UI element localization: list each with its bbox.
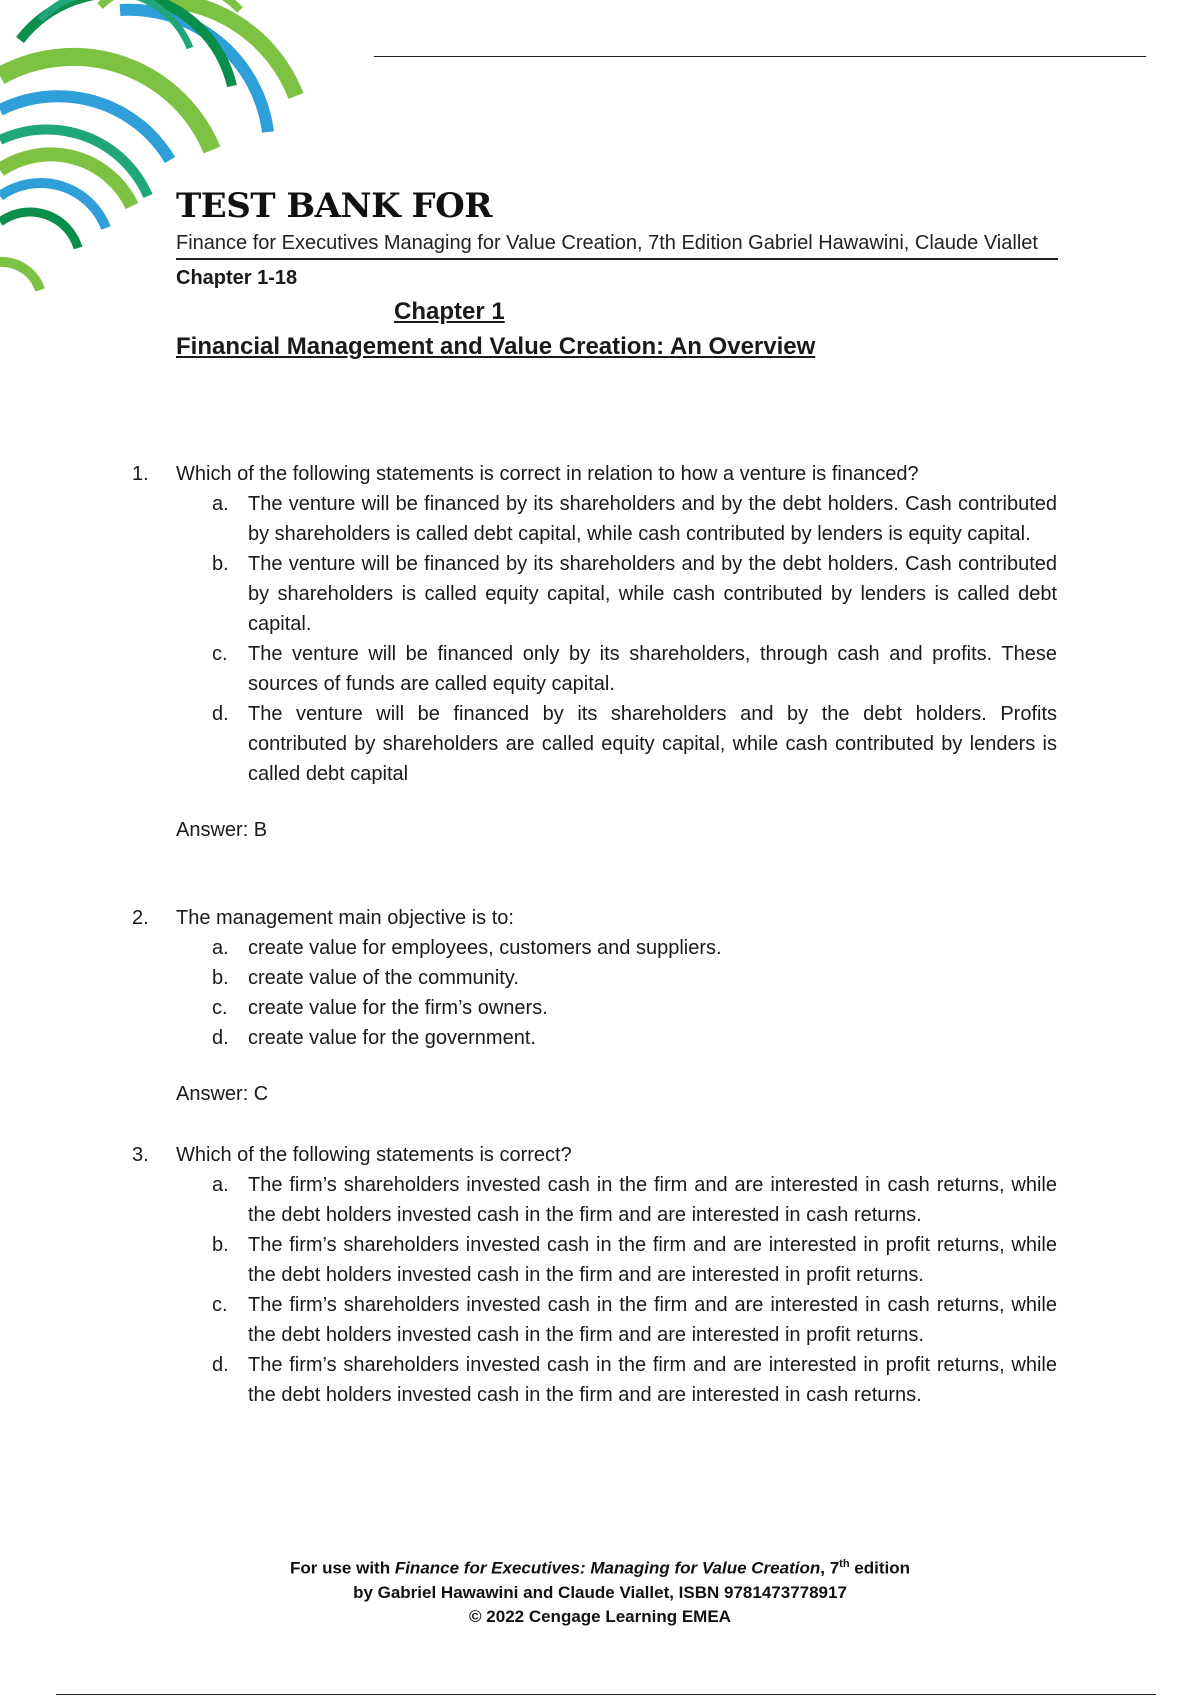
question-text: Which of the following statements is correct? [176,1144,572,1166]
answer-key: Answer: C [176,1083,269,1105]
footer-edition: , 7 [820,1558,840,1578]
question-number: 1. [132,463,149,485]
option-letter: c. [212,997,228,1019]
option-d [212,1023,1057,1053]
footer-line-1 [200,1552,1000,1581]
option-letter: a. [212,493,229,515]
option-d [212,1350,1057,1410]
option-a [212,933,1057,963]
option-letter: d. [212,1354,229,1376]
option-letter: c. [212,643,228,665]
option-text: The firm’s shareholders invested cash in the firm and are interested in cash returns, while the debt holders invested cash in the firm and are interested in profit returns. [248,1294,1057,1346]
option-list [212,933,1057,1053]
option-letter: a. [212,1174,229,1196]
option-text: create value for employees, customers and suppliers. [248,937,722,959]
question-number: 3. [132,1144,149,1166]
option-letter: d. [212,1027,229,1049]
chapter-title: Financial Management and Value Creation: An Overview [176,333,816,360]
page-footer [200,1552,1000,1629]
option-c [212,639,1057,699]
option-letter: b. [212,1234,229,1256]
chapter-number: Chapter 1 [394,298,505,325]
option-letter: b. [212,553,229,575]
question-1 [132,459,1057,845]
footer-line-2: by Gabriel Hawawini and Claude Viallet, ISBN 9781473778917 [353,1582,847,1602]
option-c [212,1290,1057,1350]
subtitle-rule [176,258,1058,260]
option-text: The venture will be financed by its shareholders and by the debt holders. Cash contributed by shareholders is called equity capital, while cash contributed by lenders is called debt capital. [248,553,1057,635]
option-letter: c. [212,1294,228,1316]
footer-prefix: For use with [289,1558,395,1578]
top-rule [374,56,1146,57]
option-letter: a. [212,937,229,959]
option-text: create value of the community. [248,967,519,989]
question-number: 2. [132,907,149,929]
option-letter: b. [212,967,229,989]
chapter-range: Chapter 1-18 [176,267,298,289]
option-text: create value for the firm’s owners. [248,997,548,1019]
footer-edition-sup: th [839,1558,850,1570]
question-text: Which of the following statements is correct in relation to how a venture is financed? [176,463,919,485]
option-text: The venture will be financed by its shareholders and by the debt holders. Profits contributed by shareholders are called equity capital, while cash contributed by lenders is called debt capital [248,703,1057,785]
footer-book-title: Finance for Executives: Managing for Value Creation [394,1558,821,1578]
option-text: create value for the government. [248,1027,536,1049]
option-b [212,549,1057,639]
option-a [212,489,1057,549]
option-text: The venture will be financed by its shareholders and by the debt holders. Cash contributed by shareholders is called debt capital, while cash contributed by lenders is equity capital. [248,493,1057,545]
answer-key: Answer: B [176,819,268,841]
option-text: The firm’s shareholders invested cash in the firm and are interested in cash returns, while the debt holders invested cash in the firm and are interested in cash returns. [248,1174,1057,1226]
test-bank-title: TEST BANK FOR [176,186,493,226]
option-list [212,489,1057,789]
option-b [212,1230,1057,1290]
bottom-rule [56,1694,1156,1695]
question-2 [132,903,1057,1109]
document-header [176,186,1058,364]
footer-suffix: edition [849,1558,910,1578]
option-text: The firm’s shareholders invested cash in the firm and are interested in profit returns, while the debt holders invested cash in the firm and are interested in profit returns. [248,1234,1057,1286]
footer-line-3: © 2022 Cengage Learning EMEA [469,1606,731,1626]
option-letter: d. [212,703,229,725]
option-text: The venture will be financed only by its shareholders, through cash and profits. These sources of funds are called equity capital. [248,643,1057,695]
question-text: The management main objective is to: [176,907,514,929]
option-list [212,1170,1057,1410]
option-d [212,699,1057,789]
option-c [212,993,1057,1023]
option-text: The firm’s shareholders invested cash in the firm and are interested in profit returns, while the debt holders invested cash in the firm and are interested in cash returns. [248,1354,1057,1406]
question-3 [132,1140,1057,1426]
option-a [212,1170,1057,1230]
option-b [212,963,1057,993]
book-subtitle: Finance for Executives Managing for Value Creation, 7th Edition Gabriel Hawawini, Claude Viallet [176,232,1038,254]
